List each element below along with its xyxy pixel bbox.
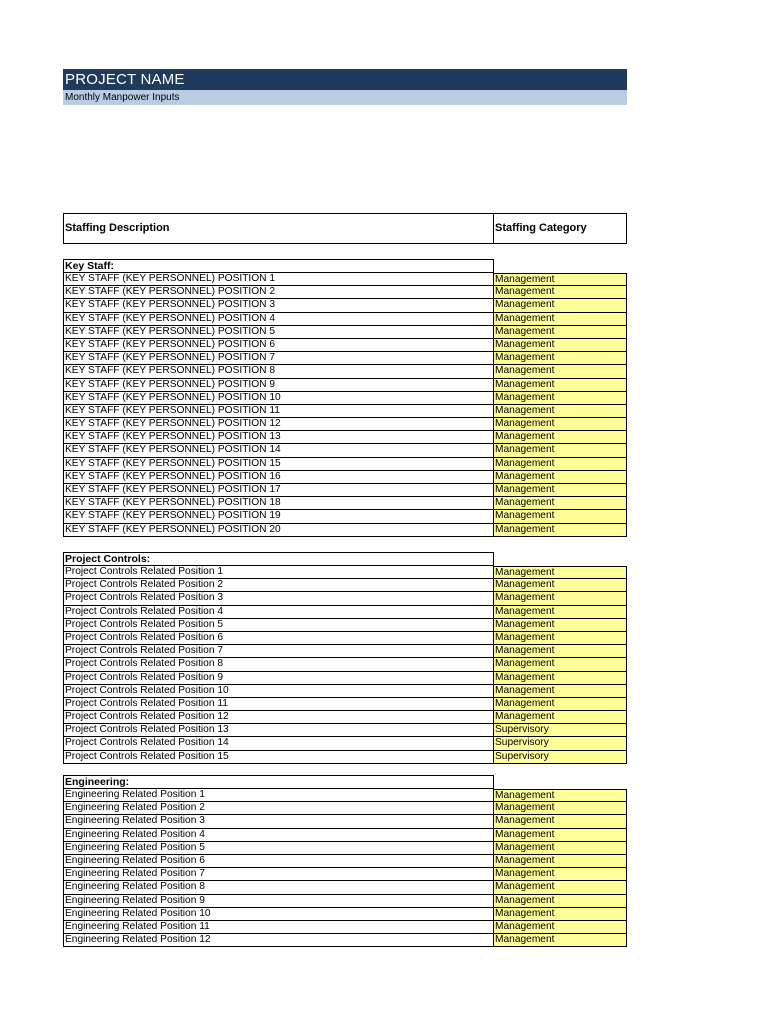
table-row [63,524,627,537]
staffing-category-cell[interactable]: Management [494,855,627,868]
staffing-category-cell[interactable]: Management [494,815,627,828]
table-row [63,431,627,444]
staffing-description-cell[interactable]: Engineering Related Position 3 [63,815,494,828]
staffing-description-cell[interactable]: KEY STAFF (KEY PERSONNEL) POSITION 18 [63,497,494,510]
staffing-description-cell[interactable]: Project Controls Related Position 9 [63,672,494,685]
staffing-category-cell[interactable]: Management [494,313,627,326]
staffing-category-cell[interactable]: Management [494,698,627,711]
staffing-category-cell[interactable]: Management [494,672,627,685]
staffing-category-cell[interactable]: Management [494,524,627,537]
staffing-category-cell[interactable]: Management [494,921,627,934]
staffing-category-cell[interactable]: Management [494,895,627,908]
staffing-description-cell[interactable]: Engineering Related Position 1 [63,789,494,802]
staffing-category-cell[interactable]: Management [494,619,627,632]
staffing-description-cell[interactable]: Project Controls Related Position 5 [63,619,494,632]
table-row [63,458,627,471]
staffing-category-cell[interactable]: Management [494,842,627,855]
staffing-category-cell[interactable]: Management [494,658,627,671]
table-row [63,789,627,802]
staffing-description-cell[interactable]: KEY STAFF (KEY PERSONNEL) POSITION 2 [63,286,494,299]
staffing-category-cell[interactable]: Management [494,286,627,299]
staffing-description-cell[interactable]: KEY STAFF (KEY PERSONNEL) POSITION 6 [63,339,494,352]
staffing-description-cell[interactable]: Project Controls Related Position 14 [63,737,494,750]
staffing-category-cell[interactable]: Management [494,711,627,724]
table-row [63,379,627,392]
staffing-description-cell[interactable]: KEY STAFF (KEY PERSONNEL) POSITION 12 [63,418,494,431]
staffing-category-cell[interactable]: Management [494,632,627,645]
table-row [63,802,627,815]
staffing-category-cell[interactable]: Management [494,868,627,881]
staffing-category-cell[interactable]: Management [494,592,627,605]
staffing-category-cell[interactable]: Management [494,339,627,352]
table-row [63,921,627,934]
staffing-description-cell[interactable]: Engineering Related Position 5 [63,842,494,855]
staffing-description-cell[interactable]: KEY STAFF (KEY PERSONNEL) POSITION 20 [63,524,494,537]
staffing-description-cell[interactable]: KEY STAFF (KEY PERSONNEL) POSITION 1 [63,273,494,286]
staffing-category-cell[interactable]: Management [494,299,627,312]
staffing-category-cell[interactable]: Management [494,579,627,592]
staffing-description-cell[interactable]: Project Controls Related Position 2 [63,579,494,592]
table-row [63,895,627,908]
table-row [63,579,627,592]
table-row [63,592,627,605]
staffing-category-cell[interactable]: Management [494,418,627,431]
staffing-description-cell[interactable]: KEY STAFF (KEY PERSONNEL) POSITION 8 [63,365,494,378]
staffing-description-cell[interactable]: KEY STAFF (KEY PERSONNEL) POSITION 17 [63,484,494,497]
staffing-category-cell[interactable]: Management [494,934,627,947]
section-project-controls [63,552,627,764]
staffing-description-cell[interactable]: KEY STAFF (KEY PERSONNEL) POSITION 9 [63,379,494,392]
staffing-category-cell[interactable]: Management [494,352,627,365]
section-key-staff [63,259,627,537]
staffing-description-cell[interactable]: KEY STAFF (KEY PERSONNEL) POSITION 3 [63,299,494,312]
staffing-category-cell[interactable]: Management [494,908,627,921]
staffing-description-cell[interactable]: KEY STAFF (KEY PERSONNEL) POSITION 11 [63,405,494,418]
table-row [63,737,627,750]
table-row [63,299,627,312]
table-row [63,698,627,711]
staffing-description-cell[interactable]: Project Controls Related Position 11 [63,698,494,711]
table-row [63,339,627,352]
staffing-category-cell[interactable]: Management [494,365,627,378]
staffing-description-cell[interactable]: Project Controls Related Position 6 [63,632,494,645]
staffing-description-cell[interactable]: KEY STAFF (KEY PERSONNEL) POSITION 16 [63,471,494,484]
staffing-category-cell[interactable]: Management [494,431,627,444]
section-heading[interactable]: Engineering: [63,775,494,789]
staffing-category-cell[interactable]: Management [494,510,627,523]
table-row [63,326,627,339]
staffing-description-cell[interactable]: Project Controls Related Position 13 [63,724,494,737]
staffing-category-cell[interactable]: Management [494,471,627,484]
table-row [63,658,627,671]
staffing-category-cell[interactable]: Management [494,645,627,658]
staffing-description-cell[interactable]: KEY STAFF (KEY PERSONNEL) POSITION 5 [63,326,494,339]
table-row [63,632,627,645]
staffing-category-cell[interactable]: Management [494,392,627,405]
section-heading[interactable]: Project Controls: [63,552,494,566]
table-row [63,855,627,868]
staffing-category-cell[interactable]: Management [494,789,627,802]
table-row [63,815,627,828]
staffing-description-cell[interactable]: KEY STAFF (KEY PERSONNEL) POSITION 4 [63,313,494,326]
column-header-row [63,213,627,244]
staffing-category-cell[interactable]: Management [494,497,627,510]
staffing-description-cell[interactable]: KEY STAFF (KEY PERSONNEL) POSITION 7 [63,352,494,365]
table-row [63,484,627,497]
table-row [63,842,627,855]
staffing-category-cell[interactable]: Management [494,444,627,457]
table-row [63,829,627,842]
staffing-description-cell[interactable]: Engineering Related Position 9 [63,895,494,908]
staffing-description-cell[interactable]: Project Controls Related Position 15 [63,751,494,764]
staffing-category-cell[interactable]: Management [494,484,627,497]
staffing-description-cell[interactable]: Engineering Related Position 11 [63,921,494,934]
staffing-description-cell[interactable]: Project Controls Related Position 1 [63,566,494,579]
staffing-category-cell[interactable]: Supervisory [494,751,627,764]
table-row [63,444,627,457]
table-row [63,510,627,523]
staffing-description-cell[interactable]: Engineering Related Position 8 [63,881,494,894]
table-row [63,313,627,326]
staffing-description-cell[interactable]: KEY STAFF (KEY PERSONNEL) POSITION 13 [63,431,494,444]
project-title: PROJECT NAME [63,69,627,90]
section-engineering [63,775,627,947]
staffing-category-cell[interactable]: Management [494,458,627,471]
staffing-category-cell[interactable]: Supervisory [494,724,627,737]
table-row [63,881,627,894]
table-row [63,908,627,921]
table-row [63,606,627,619]
table-row [63,352,627,365]
table-row [63,685,627,698]
table-row [63,286,627,299]
table-row [63,418,627,431]
table-row [63,672,627,685]
staffing-description-cell[interactable]: Project Controls Related Position 4 [63,606,494,619]
table-row [63,724,627,737]
staffing-category-cell[interactable]: Management [494,881,627,894]
staffing-description-cell[interactable]: Project Controls Related Position 10 [63,685,494,698]
table-row [63,273,627,286]
column-header-category[interactable]: Staffing Category [494,213,627,244]
spreadsheet [63,69,627,946]
staffing-description-cell[interactable]: Engineering Related Position 6 [63,855,494,868]
table-row [63,566,627,579]
table-row [63,934,627,947]
staffing-description-cell[interactable]: Engineering Related Position 10 [63,908,494,921]
staffing-category-cell[interactable]: Management [494,802,627,815]
staffing-category-cell[interactable]: Supervisory [494,737,627,750]
staffing-category-cell[interactable]: Management [494,405,627,418]
table-row [63,497,627,510]
table-row [63,751,627,764]
staffing-category-cell[interactable]: Management [494,685,627,698]
table-row [63,645,627,658]
table-row [63,619,627,632]
staffing-category-cell[interactable]: Management [494,273,627,286]
staffing-category-cell[interactable]: Management [494,566,627,579]
staffing-description-cell[interactable]: Engineering Related Position 12 [63,934,494,947]
staffing-description-cell[interactable]: KEY STAFF (KEY PERSONNEL) POSITION 10 [63,392,494,405]
staffing-category-cell[interactable]: Management [494,326,627,339]
staffing-description-cell[interactable]: Project Controls Related Position 3 [63,592,494,605]
column-header-description[interactable]: Staffing Description [63,213,494,244]
table-row [63,868,627,881]
staffing-description-cell[interactable]: KEY STAFF (KEY PERSONNEL) POSITION 15 [63,458,494,471]
table-row [63,711,627,724]
staffing-description-cell[interactable]: Project Controls Related Position 8 [63,658,494,671]
staffing-description-cell[interactable]: Project Controls Related Position 7 [63,645,494,658]
table-row [63,392,627,405]
staffing-category-cell[interactable]: Management [494,606,627,619]
staffing-description-cell[interactable]: Engineering Related Position 7 [63,868,494,881]
staffing-description-cell[interactable]: KEY STAFF (KEY PERSONNEL) POSITION 19 [63,510,494,523]
staffing-category-cell[interactable]: Management [494,379,627,392]
staffing-description-cell[interactable]: Project Controls Related Position 12 [63,711,494,724]
staffing-description-cell[interactable]: Engineering Related Position 4 [63,829,494,842]
table-row [63,471,627,484]
project-subtitle: Monthly Manpower Inputs [63,90,627,105]
table-row [63,405,627,418]
staffing-description-cell[interactable]: Engineering Related Position 2 [63,802,494,815]
staffing-category-cell[interactable]: Management [494,829,627,842]
table-row [63,365,627,378]
section-heading[interactable]: Key Staff: [63,259,494,273]
staffing-description-cell[interactable]: KEY STAFF (KEY PERSONNEL) POSITION 14 [63,444,494,457]
